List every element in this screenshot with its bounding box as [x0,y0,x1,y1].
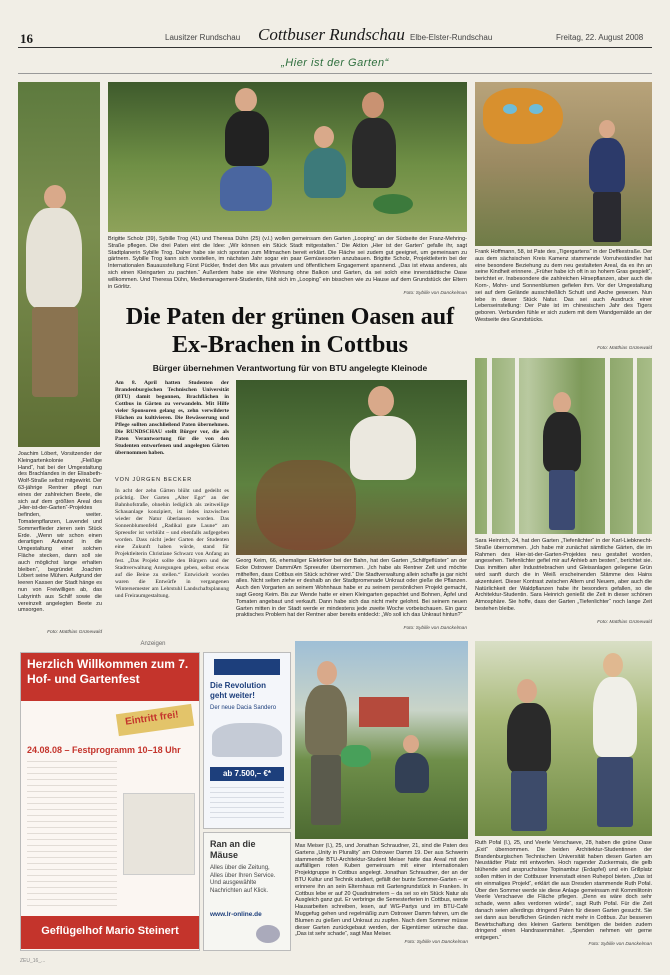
ad-lr-text: Alles über die Zeitung, Alles über Ihren Service. Und ausgewählte Nachrichten auf Klick. [210,865,276,894]
ad-hoffest-title: Herzlich Willkommen zum 7. Hof- und Gartenfest [27,657,189,686]
tiger-mural-icon [483,88,563,144]
page-footer: ZEU_16_... [20,958,46,964]
ad-hoffest-program [27,761,117,911]
photo-georg [236,380,467,555]
credit-sara: Foto: Matthias Grünewald [597,620,652,625]
ads-label: Anzeigen [140,641,166,647]
caption-looping: Brigitte Scholz (39), Sybille Trog (41) und Theresa Dühn (25) (v.l.) wollen gemeinsam den Garten „Looping“ an der Südseite der Franz-Mehring-Straße pflegen. Die drei Paten eint die Idee: „Wir können ein Stück Stadt mitgestalten.“ Die Aktion „Hier ist der Garten“ gefalle ihr, sagt Stadtplanerin Sybille Trog. Daher habe sie sich spontan zum Mitmachen bereit erklärt. Die Fläche sei zudem gut geeignet, um gemeinsam zu gärtnern. Sybille Trog kann sich vorstellen, im nächsten Jahr sogar ein paar Gemüsesorten anzubauen. Brigitte Scholz, Projektleiterin bei der Internationalen Bauausstellung Fürst Pückler, findet den Mix aus privatem und öffentlichem Engagement spannend. „Das ist etwas anderes, als sich einen Kleingarten zu pachten.“ Außerdem habe sie eine Wohnung ohne Balkon und Garten, da sei solch eine innerstädtische Oase willkommen. Und Theresa Dühn, Mediemanagement-Studentin, fühlt sich im „Looping“ ein bisschen wie zu Hause auf dem Grundstück der Eltern in Görlitz. [108,236,467,290]
ad-lr-url[interactable]: www.lr-online.de [210,911,262,918]
page-number: 16 [20,31,33,46]
credit-max: Foto: Sybille von Danckelman [404,940,468,945]
credit-frank: Foto: Matthias Grünewald [597,346,652,351]
credit-georg: Foto: Sybille von Danckelman [403,626,467,631]
ad-hoffest-sub: Eintritt frei! [124,709,180,728]
caption-frank: Frank Hoffmann, 58, ist Pate des „Tigergartens“ in der Deffkestraße. Der aus dem sächsischen Kreis Kamenz stammende Vorruheständler hat eine besondere Beziehung zu dem neu gestalteten Areal, da es ihn an seine Kindheit erinnere. „Früher habe ich oft in so hohem Gras gespielt“, berichtet er. Insbesondere die zahlreichen Hirsepflanzen, aber auch die Korn-, Mohn- und Sonnenblumen gefielen ihm. Vor der Umgestaltung sei auf dem Gelände ausschließlich Schutt und Asche gewesen. Nun lebe in dieser Stück Natur. Das sei auch Ausdruck einer Lebenseinstellung: Der Pate ist im chinesischen Jahr des Tigers geboren. Verbunden fühle er sich zudem mit dem Wandgemälde an der Westseite des Grundstücks. [475,249,652,323]
ad-lr-online[interactable] [203,832,291,951]
header-rule [18,47,652,48]
ad-dacia[interactable] [203,652,291,829]
credit-looping: Foto: Sybille von Danckelman [403,291,467,296]
caption-georg: Georg Keim, 66, ehemaliger Elektriker bei der Bahn, hat den Garten „Schilfgeflüster“ an der Ecke Ostrower Damm/Am Spreeufer übernommen. „Ich habe als Rentner Zeit und möchte mithelfen, dass Cottbus ein Stück schöner wird.“ Die Stadtverwaltung allein schaffe ja gar nicht alles. Nicht selten ziehe er deshalb an der Stadtpromenade Unkraut oder gieße die Pflanzen. Auch den Vorgarten an seinem Wohnhaus habe er zu seinem persönlichen Projekt gemacht, sagt Georg Keim. Bis zur Wende hatte er einen Kleingarten gepachtet und Bohnen, Äpfel und Tomaten angebaut und verkauft. Dann habe sich das nicht mehr gelohnt. Bei seinem neuen Garten mitten in der Stadt werde er mindestens jede zweite Woche vorbeischauen. Ein ganz praktisches Problem hat der Rentner aber bereits entdeckt: „Wo soll ich das Unkraut hintun?“ [236,558,467,619]
section-rubric: „Hier ist der Garten“ [281,57,389,69]
paper-title: Cottbuser Rundschau [258,25,405,44]
rubric-rule [18,73,652,74]
red-cube-icon [359,697,409,727]
header-date: Freitag, 22. August 2008 [556,33,644,42]
mouse-icon [256,925,280,943]
subhead: Bürger übernehmen Verantwortung für von BTU angelegte Kleinode [152,363,428,373]
ad-hoffest[interactable] [20,652,200,951]
ad-dacia-dealer [210,787,284,821]
ad-dacia-price: ab 7.500,– €* [210,767,284,781]
header-left-tag: Lausitzer Rundschau [165,33,241,42]
photo-joachim [18,82,100,447]
lead-text: Am 8. April hatten Studenten der Brandenburgischen Technischen Universität (BTU) damit begonnen, Brachflächen in Cottbus in Gärten zu verwandeln. Mit Hilfe vieler Sponsoren gelang es, zehn verwilderte Flächen zu kultivieren. Die Bewässerung und Pflege sollten anschließend Paten übernehmen. Die RUNDSCHAU stellt Bürger vor, die als Paten Verantwortung für die von den Studenten entworfenen und angelegten Gärten übernommen haben. [115,380,229,456]
body-text: In acht der zehn Gärten blüht und gedeiht es prächtig. Der Garten „Alter Ego“ an der Bahnhofstraße, ohnehin lediglich als zeitweilige Schauanlage konzipiert, ist indes inzwischen wieder der Natur überlassen worden. Das Sonnenblumenfeld „Radikal gute Laune“ am Spreeufer ist verblüht – und ebenfalls aufgegeben worden. Dass nicht jeder Garten der Studenten eine Zukunft haben würde, stand für Projektleiterin Christiane Schwarz von Anfang an fest. „Das Projekt sollte den Bürgern und der Stadtverwaltung Anregungen geben, selbst etwas auf die Beine zu stellen.“ Entwickelt worden waren die Entwürfe in vergangenen Wintersemester am Lehrstuhl Landschaftsplanung und Freiraumgestaltung. [115,488,229,599]
caption-joachim: Joachim Löbert, Vorsitzender der Kleingartenkolonie „Fleißige Hand“, hat bei der Umgestaltung des Brachlandes in der Elisabeth-Wolf-Straße selbst mitgewirkt. Der 63-jährige Rentner pflegt nun eines der zahlreichen Beete, die sich auf dem größten Areal des „Hier-ist-der-Garten“-Projektes befinden, weiter. Tomatenpflanzen, Lavendel und Sommerflieder zieren sein Stück Erde. „Wenn wir schon einen derartigen Aufwand in die Umgestaltung einer solchen Fläche stecken, dann soll sie auch möglichst lange erhalten bleiben“, begründet Joachim Löbert seine Mühen. Aufgrund der leeren Kassen der Stadt hänge es nun von Freiwilligen ab, das Labyrinth aus Schilf sowie die vereinzelt angelegten Beete zu umsorgen. [18,451,102,614]
byline: VON JÜRGEN BECKER [115,477,193,483]
header-right-tag: Elbe-Elster-Rundschau [410,33,493,42]
caption-ruth: Ruth Pofal (l.), 25, und Veerle Verschaeve, 28, haben die grüne Oase „Exit“ übernommen. Die beiden Architektur-Studentinnen der Brandenburgischen Technischen Universität haben diesen Garten am Neustädter Platz mit entworfen. Hoch ragender Zuckermais, die gelb blühende und anspruchslose Topinambur (Erdapfel) und ein Grillplatz sollen mitten in der Cottbuser Innenstadt einen Ruhepol bieten. „Das ist ein einmaliges Projekt“, erklärt die aus Dresden stammende Ruth Pofal. Über den Sommer werde sie diese Anlage gemeinsam mit Kommilitonin Veerle Verschaeve die Fläche pflegen. „Denn es wäre doch sehr schade, wenn alles verdorren würde“, sagt Ruth Pofal. Für die Zeit danach seien allerdings dringend Paten für diesen Garten gesucht. Sie sei dann aus beruflichen Gründen nicht mehr in Cottbus. Zur besseren Bewirtschaftung des kleinen Gartens benötigen die beiden zudem dringend einen Handrasenmäher. „Spenden nehmen wir gerne entgegen.“ [475,840,652,942]
ad-hoffest-footer: Geflügelhof Mario Steinert [41,925,179,937]
headline: Die Paten der grünen Oasen auf Ex-Brachen in Cottbus [125,304,455,358]
car-icon [212,723,282,757]
ad-dacia-title: Die Revolution geht weiter! [210,681,267,700]
ad-dacia-sub: Der neue Dacia Sandero [210,705,277,711]
credit-joachim: Foto: Matthias Grünewald [47,630,102,635]
photo-looping-garden [108,82,467,232]
watering-can-icon [341,745,371,767]
photo-tigergarten [475,82,652,246]
caption-sara: Sara Heinrich, 24, hat den Garten „Tiefenlichter“ in der Karl-Liebknecht-Straße übernommen. „Ich habe mir zunächst sämtliche Gärten, die im Rahmen des Hier-ist-der-Garten-Projektes neu gestaltet worden, angesehen. Tiefenlichter gefiel mir auf Anhieb am besten“, berichtet sie. Das inmitten alter Industriebrachen und Gleisanlagen gelegene Grün wird sanft durch die in Weiß erscheinenden Stämme des Hains akzentuiert. Dieser Kontrast zwischen Altem und Neuem, aber auch die Natürlichkeit der Waldpflanzen habe ihr besonders gefallen, so die Architektur-Studentin. Sara Heinrich genießt die Zeit in dieser schönen Atmosphäre. Sie hoffe, dass der Garten „Tiefenlichter“ noch lange Zeit bestehen bleibe. [475,538,652,612]
photo-sara [475,358,652,534]
caption-max: Max Meiser (l.), 25, und Jonathan Schraudner, 21, sind die Paten des Gartens „Unity in Plurality“ am Ostrower Damm 19. Der aus Schwerin stammende BTU-Architektur-Student Meiser hatte das Areal mit den auffälligen roten Kuben gemeinsam mit einer internationalen Projektgruppe in Cottbus angelegt. Jonathan Schraudner, der an der BTU Kultur und Technik studiert, gefällt der bunte Sommer-Garten – er erinnere ihn an sein Elternhaus mit Gartengrundstück in Franken. In Cottbus lebe er auf 20 Quadratmetern – da sei so ein Stück Natur als Ausgleich ganz gut. Er verbringe die Semesterferien in Cottbus, werde Hausarbeiten schreiben, lesen, auf WG-Partys und im BTU-Café Muggefug gehen und regelmäßig zum Ostrower Damm fahren, um die Blumen zu gießen und Unkraut zu zupfen. Nach dem Sommer müsse dieser Garten zurückgebaut werden, der Eigentümer wünsche das. „Das ist sehr schade“, sagt Max Meiser. [295,843,468,938]
ad-lr-title: Ran an die Mäuse [210,839,256,860]
ad-hoffest-map [123,793,195,875]
credit-ruth: Foto: Sybille von Danckelman [588,942,652,947]
photo-max [295,641,468,839]
photo-ruth [475,641,652,836]
dacia-logo-icon [214,659,280,675]
ad-hoffest-date: 24.08.08 – Festprogramm 10–18 Uhr [27,745,181,755]
